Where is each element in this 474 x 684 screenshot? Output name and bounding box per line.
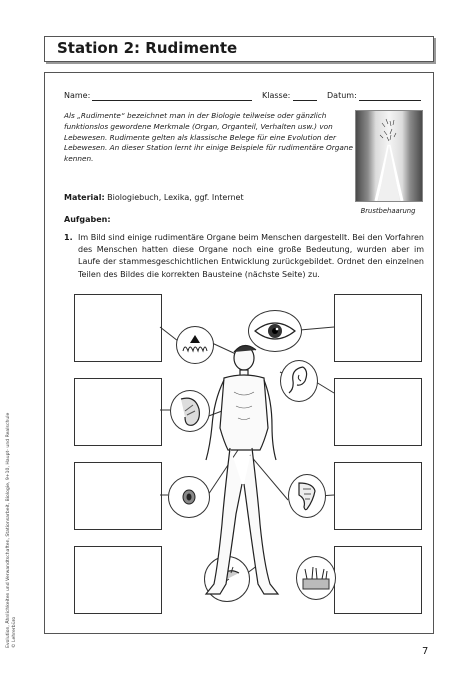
class-label: Klasse: xyxy=(262,91,291,100)
skin-hair-icon xyxy=(297,557,335,599)
skin-hair-circle xyxy=(296,556,336,600)
material-text: Biologiebuch, Lexika, ggf. Internet xyxy=(104,193,244,202)
page-title: Station 2: Rudimente xyxy=(57,39,238,57)
task-number: 1. xyxy=(64,233,73,242)
name-label: Name: xyxy=(64,91,91,100)
page-number: 7 xyxy=(422,646,429,657)
tasks-heading: Aufgaben: xyxy=(64,215,111,224)
human-figure-illustration xyxy=(196,344,296,606)
intro-text: Als „Rudimente“ bezeichnet man in der Biologie teilweise oder gänzlich funktionslos gewordene Merkmale (Organ, Organteil, Verhalten usw.) von Lebewesen. Rudimente gelten als klassische Belege für eine Evolution der Lebewesen. An dieser Station lernt ihr einige Beispiele für rudimentäre Organe kennen. xyxy=(64,111,353,164)
task-text: Im Bild sind einige rudimentäre Organe beim Menschen dargestellt. Bei den Vorfahren des Menschen hatten diese Organe noch eine große Bedeutung, wurden aber im Laufe der stammesgeschichtlichen Entwicklung zurückgebildet. Ordnet den einzelnen Teilen des Bildes die korrekten Bausteine (nächste Seite) zu. xyxy=(78,233,424,279)
photo-caption: Brustbehaarung xyxy=(360,207,416,215)
date-label: Datum: xyxy=(327,91,357,100)
material-label: Material: xyxy=(64,193,105,202)
side-note-line: Evolution, Ähnlichkeiten und Verwandtschaften, Stationsarbeit, Biologie, 9+10, Haupt- und Realschule xyxy=(6,412,11,648)
side-note-line: © Lehrerbüro xyxy=(12,616,17,648)
